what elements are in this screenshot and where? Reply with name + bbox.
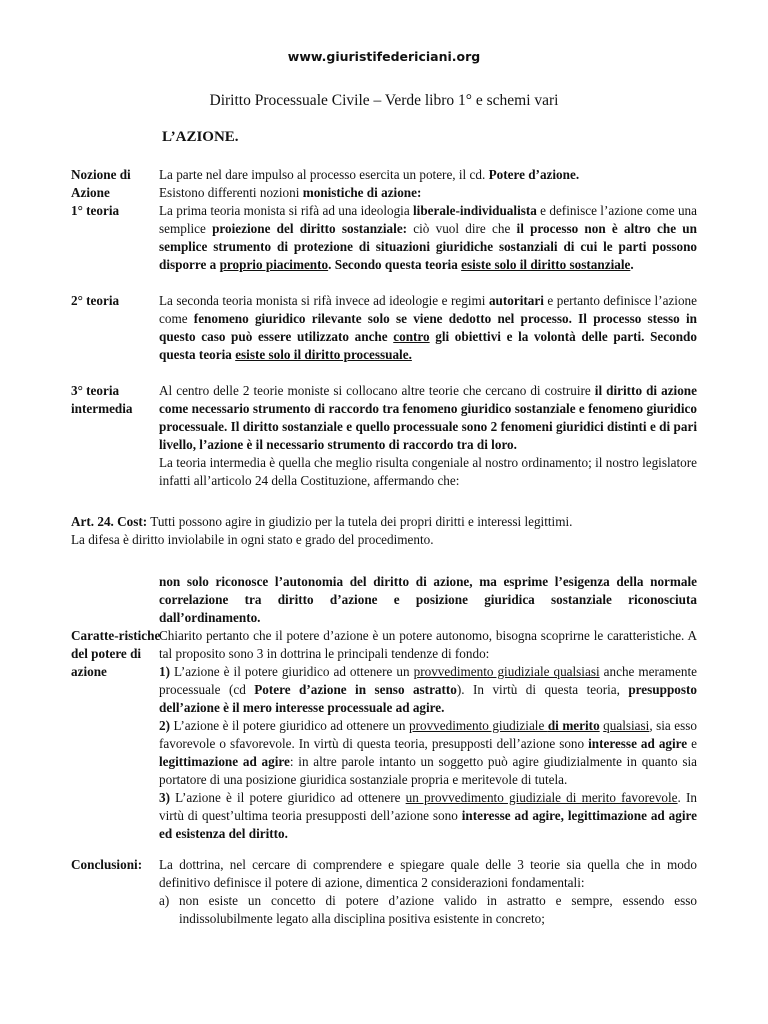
label-teoria-2: 2° teoria — [71, 293, 120, 308]
caratteristiche-text: Chiarito pertanto che il potere d’azione è un potere autonomo, bisogna scoprirne le caratteristiche. A tal proposito sono 3 in dottrina le principali tendenze di fondo: 1) L’azione è il potere giuridico ad ottenere un provvedimento giudiziale qualsiasi anche meramente processuale (cd Potere d’azione in senso astratto). In virtù di questa teoria, presupposto dell’azione è il mero interesse processuale ad agire. 2) L’azione è il potere giuridico ad ottenere un provvedimento giudiziale di merito qualsiasi, sia esso favorevole o sfavorevole. In virtù di questa teoria, presupposti dell’azione sono interesse ad agire e legittimazione ad agire: in altre parole intanto un soggetto può agire giudizialmente in quanto sia portatore di una posizione giuridica sostanziale propria e meritevole di tutela. 3) L’azione è il potere giuridico ad ottenere un provvedimento giudiziale di merito favorevole. In virtù di quest’ultima teoria presupposti dell’azione sono interesse ad agire, legittimazione ad agire ed esistenza del diritto. — [159, 628, 697, 841]
teoria-1-text: La prima teoria monista si rifà ad una ideologia liberale-individualista e definisce l’azione come una semplice proiezione del diritto sostanziale: ciò vuol dire che il processo non è altro che un semplice strumento di protezione di situazioni giuridiche sostanziali di cui le parti possono disporre a proprio piacimento. Secondo questa teoria esiste solo il diritto sostanziale. — [159, 203, 697, 272]
tendenza-1: 1) L’azione è il potere giuridico ad ottenere un provvedimento giudiziale qualsiasi anche meramente processuale (cd Potere d’azione in senso astratto). In virtù di questa teoria, presupposto dell’azione è il mero interesse processuale ad agire. — [159, 664, 697, 715]
label-conclusioni: Conclusioni: — [71, 857, 143, 872]
section-heading: L’AZIONE. — [162, 129, 239, 145]
conclusioni-item-a: a) non esiste un concetto di potere d’azione valido in astratto e sempre, essendo esso indissolubilmente legato alla disciplina positiva esistente in concreto; — [159, 893, 697, 926]
tendenza-2: 2) L’azione è il potere giuridico ad ottenere un provvedimento giudiziale di merito qualsiasi, sia esso favorevole o sfavorevole. In virtù di questa teoria, presupposti dell’azione sono interesse ad agire e legittimazione ad agire: in altre parole intanto un soggetto può agire giudizialmente in quanto sia portatore di una posizione giuridica sostanziale propria e meritevole di tutela. — [159, 718, 697, 787]
tendenza-3: 3) L’azione è il potere giuridico ad ottenere un provvedimento giudiziale di merito favorevole. In virtù di quest’ultima teoria presupposti dell’azione sono interesse ad agire, legittimazione ad agire ed esistenza del diritto. — [159, 790, 697, 841]
conclusioni-text: La dottrina, nel cercare di comprendere e spiegare quale delle 3 teorie sia quella che in modo definitivo definisce il potere di azione, dimentica 2 considerazioni fondamentali: — [159, 857, 697, 890]
teoria-2-text: La seconda teoria monista si rifà invece ad ideologie e regimi autoritari e pertanto definisce l’azione come fenomeno giuridico rilevante solo se viene dedotto nel processo. Il processo stesso in questo caso può essere utilizzato anche contro gli obiettivi e la volontà delle parti. Secondo questa teoria esiste solo il diritto processuale. — [159, 293, 697, 362]
autonomia-text: non solo riconosce l’autonomia del diritto di azione, ma esprime l’esigenza della normale correlazione tra diritto d’azione e posizione giuridica sostanziale riconosciuta dall’ordinamento. — [159, 574, 697, 625]
art-24-citation: Art. 24. Cost: Tutti possono agire in giudizio per la tutela dei propri diritti e interessi legittimi. La difesa è diritto inviolabile in ogni stato e grado del procedimento. — [71, 514, 573, 547]
label-nozione: Nozione di Azione — [71, 167, 131, 200]
site-url[interactable]: www.giuristifedericiani.org — [287, 49, 481, 64]
label-teoria-3: 3° teoria intermedia — [71, 383, 133, 416]
document-subtitle: Diritto Processuale Civile – Verde libro 1° e schemi vari — [209, 92, 559, 109]
label-caratteristiche: Caratte-ristiche del potere di azione — [71, 628, 161, 679]
label-teoria-1: 1° teoria — [71, 203, 120, 218]
teoria-3-text: Al centro delle 2 teorie moniste si collocano altre teorie che cercano di costruire il diritto di azione come necessario strumento di raccordo tra fenomeno giuridico sostanziale e fenomeno giuridico processuale. Il diritto sostanziale e quello processuale sono 2 fenomeni giuridici distinti e di pari livello, l’azione è il necessario strumento di raccordo tra di loro. La teoria intermedia è quella che meglio risulta congeniale al nostro ordinamento; il nostro legislatore infatti all’articolo 24 della Costituzione, affermando che: — [159, 383, 697, 488]
nozione-text: La parte nel dare impulso al processo esercita un potere, il cd. Potere d’azione. Esistono differenti nozioni monistiche di azione: — [159, 167, 580, 200]
